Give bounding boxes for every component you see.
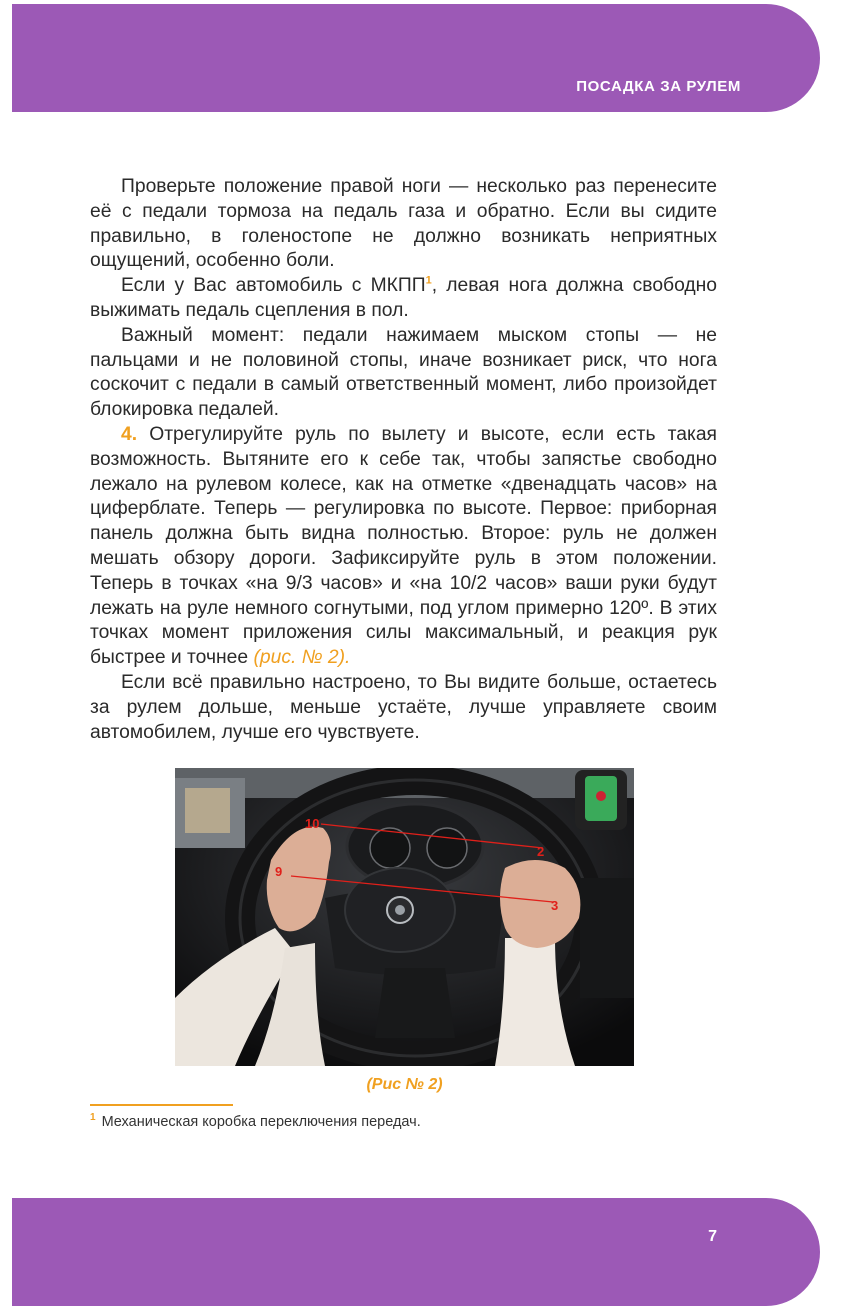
paragraph-text: , левая нога должна свободно выжимать педаль сцепления в пол. <box>90 275 718 321</box>
footer-band <box>12 1198 820 1306</box>
footnote-text: Механическая коробка переключения передач. <box>101 1113 421 1130</box>
steering-wheel-photo <box>175 768 634 1066</box>
footnote <box>90 1112 421 1130</box>
paragraph <box>90 423 717 671</box>
marker-10-label: 10 <box>305 816 320 831</box>
paragraph <box>90 274 717 324</box>
steering-wheel-illustration <box>175 768 634 1066</box>
footnote-mark: 1 <box>90 1112 96 1123</box>
step-number: 4. <box>121 423 138 445</box>
paragraph-text: Если у Вас автомобиль с МКПП <box>121 275 426 297</box>
figure-reference[interactable]: (рис. № 2). <box>253 647 351 669</box>
body-text <box>90 175 717 745</box>
paragraph: Если всё правильно настроено, то Вы видите больше, остаетесь за рулем дольше, меньше устаёте, лучше управляете своим автомобилем, лучше его чувствуете. <box>90 671 717 743</box>
header-band <box>12 4 820 112</box>
page-number: 7 <box>708 1228 717 1245</box>
marker-2-label: 2 <box>537 844 545 859</box>
marker-3-label: 3 <box>551 898 559 913</box>
marker-9-label: 9 <box>275 864 283 879</box>
paragraph: Проверьте положение правой ноги — несколько раз перенесите её с педали тормоза на педаль газа и обратно. Если вы сидите правильно, в голеностопе не должно возникать неприятных ощущений, особенно боли. <box>90 176 717 272</box>
paragraph-text: Отрегулируйте руль по вылету и высоте, если есть такая возможность. Вытяните его к себе так, чтобы запястье свободно лежало на рулевом колесе, как на отметке «двенадцать часов» на циферблате. Теперь — регулировка по высоте. Первое: приборная панель должна быть видна полностью. Второе: руль не должен мешать обзору дороги. Зафиксируйте руль в этом положении. Теперь в точках «на 9/3 часов» и «на 10/2 часов» ваши руки будут лежать на руле немного согнутыми, под углом примерно 120º. В этих точках момент приложения силы максимальный, и реакция рук быстрее и точнее <box>90 423 717 669</box>
figure-caption: (Рис № 2) <box>366 1076 443 1093</box>
footnote-divider <box>90 1104 233 1106</box>
footnote-reference[interactable]: 1 <box>425 274 432 287</box>
paragraph: Важный момент: педали нажимаем мыском стопы — не пальцами и не половиной стопы, иначе возникает риск, что нога соскочит с педали в самый ответственный момент, либо произойдет блокировка педалей. <box>90 324 717 421</box>
chapter-title: ПОСАДКА ЗА РУЛЕМ <box>576 78 741 95</box>
